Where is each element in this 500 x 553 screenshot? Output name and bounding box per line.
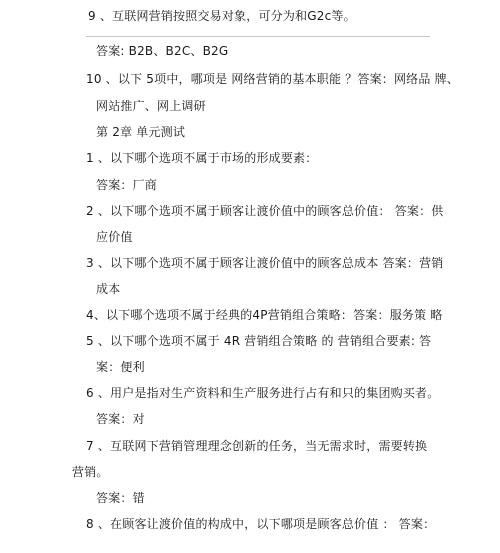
question-8: 8 、在顾客让渡价值的构成中，以下哪项是顾客总价值 ： 答案： — [86, 517, 436, 531]
answer-9: 答案: B2B、B2C、B2G — [96, 44, 229, 58]
answer-2-continued: 应价值 — [96, 230, 133, 244]
question-7: 7 、互联网下营销管理理念创新的任务，当无需求时，需要转换 — [86, 439, 428, 453]
answer-1: 答案：厂商 — [96, 178, 158, 192]
question-4: 4、以下哪个选项不属于经典的4P营销组合策略：答案：服务策 略 — [86, 308, 443, 322]
question-3: 3 、以下哪个选项不属于顾客让渡价值中的顾客总成本 答案：营销 — [86, 256, 444, 270]
question-10: 10 、以下 5项中，哪项是 网络营销的基本职能 ？答案：网络品 牌、 — [86, 72, 459, 86]
chapter-heading: 第 2章 单元测试 — [96, 125, 186, 139]
question-7-continued: 营销。 — [72, 465, 109, 479]
question-9: 9 、互联网营销按照交易对象，可分为和G2c等。 — [88, 9, 356, 23]
question-1: 1 、以下哪个选项不属于市场的形成要素： — [86, 151, 318, 165]
question-6: 6 、用户是指对生产资料和生产服务进行占有和只的集团购买者。 — [86, 386, 440, 400]
divider-rule — [86, 36, 430, 37]
question-2: 2 、以下哪个选项不属于顾客让渡价值中的顾客总价值： 答案：供 — [86, 204, 444, 218]
answer-7: 答案：错 — [96, 491, 145, 505]
answer-5-continued: 案：便利 — [96, 360, 145, 374]
answer-3-continued: 成本 — [96, 282, 121, 296]
answer-6: 答案：对 — [96, 412, 145, 426]
question-5: 5 、以下哪个选项不属于 4R 营销组合策略 的 营销组合要素: 答 — [86, 334, 432, 348]
answer-10-continued: 网站推广、网上调研 — [96, 99, 206, 113]
